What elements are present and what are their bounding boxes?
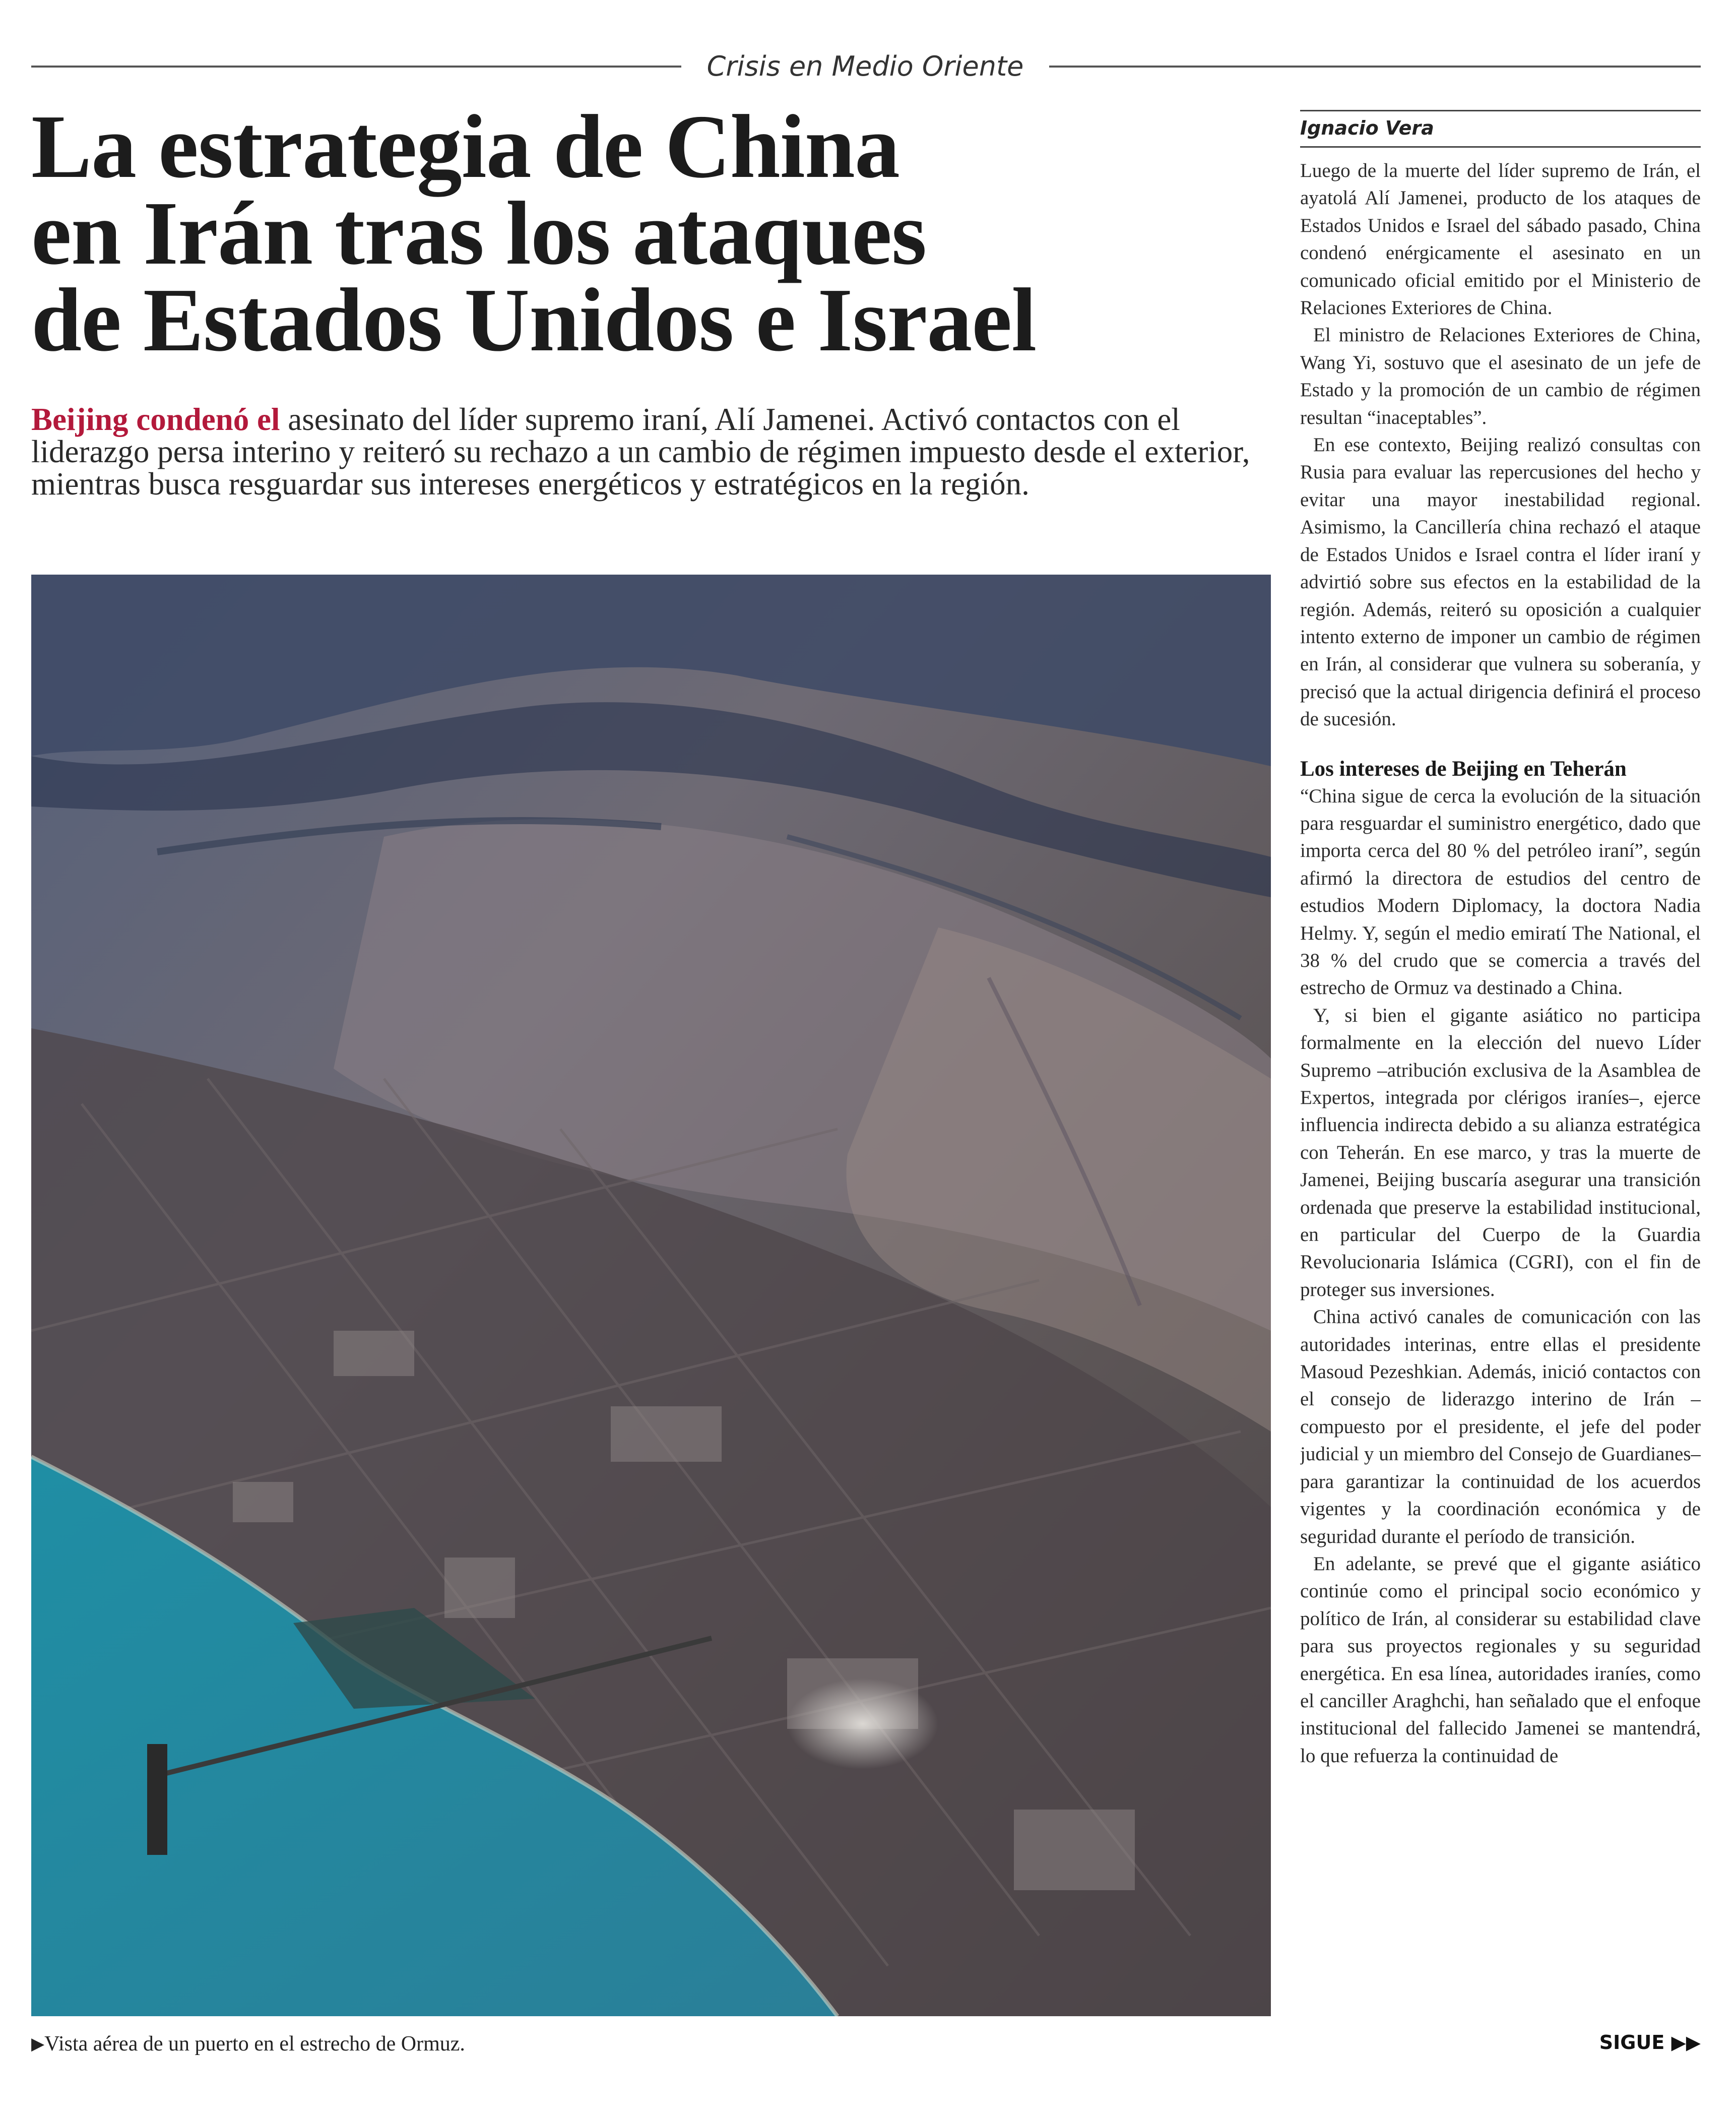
body-paragraph-2: El ministro de Relaciones Exteriores de China, Wang Yi, sostuvo que el asesinato de un jefe de Estado y la promoción de un cambio de régimen resultan “inaceptables”. [1300,324,1701,428]
body-subhead: Los intereses de Beijing en Teherán [1300,757,1627,781]
author-rule-top [1300,110,1701,111]
body-paragraph-6: China activó canales de comunicación con las autoridades interinas, entre ellas el presidente Masoud Pezeshkian. Además, inició contactos con el consejo de liderazgo interino de Irán –compuesto por el presidente, el jefe del poder judicial y un miembro del Consejo de Guardianes– para garantizar la continuidad de los acuerdos vigentes y la coordinación económica y de seguridad durante el período de transición. [1300,1306,1701,1547]
lead-text: asesinato del líder supremo iraní, Alí Jamenei. Activó contactos con el liderazgo persa interino y reiteró su rechazo a un cambio de régimen impuesto desde el exterior, mientras busca resguardar sus intereses energéticos y estratégicos en la región. [31,402,1250,502]
continue-label: SIGUE ▶▶ [1599,2031,1701,2054]
section-title: Crisis en Medio Oriente [706,50,1024,82]
header-rule-right [1049,66,1701,68]
headline [31,96,1266,370]
caption-arrow-icon: ▶ [31,2035,45,2054]
author-byline: Ignacio Vera [1300,117,1434,139]
section-header [31,46,1701,87]
article-body [1300,157,1701,1997]
headline-line-1: La estrategia de China [31,96,899,197]
caption-text: Vista aérea de un puerto en el estrecho de Ormuz. [44,2032,465,2056]
body-paragraph-5: Y, si bien el gigante asiático no participa formalmente en la elección del nuevo Líder Supremo –atribución exclusiva de la Asamblea de Expertos, integrada por clérigos iraníes–, ejerce influencia indirecta debido a su alianza estratégica con Teherán. En ese marco, y tras la muerte de Jamenei, Beijing buscaría asegurar una transición ordenada que preserve la estabilidad institucional, en particular del Cuerpo de la Guardia Revolucionaria Islámica (CGRI), con el fin de proteger sus inversiones. [1300,1004,1701,1300]
body-paragraph-7: En adelante, se prevé que el gigante asiático continúe como el principal socio económico y político de Irán, al considerar su estabilidad clave para sus proyectos regionales y su seguridad energética. En esa línea, autoridades iraníes, como el canciller Araghchi, han señalado que el enfoque institucional del fallecido Jamenei se mantendrá, lo que refuerza la continuidad de [1300,1552,1701,1767]
lead-paragraph [31,403,1261,500]
headline-line-2: en Irán tras los ataques [31,183,927,283]
photo-caption [31,2031,1241,2057]
headline-line-3: de Estados Unidos e Israel [31,270,1037,370]
body-paragraph-3: En ese contexto, Beijing realizó consultas con Rusia para evaluar las repercusiones del hecho y evitar una mayor inestabilidad regional. Asimismo, la Cancillería china rechazó el ataque de Estados Unidos e Israel contra el líder iraní y advirtió sobre sus efectos en la estabilidad de la región. Además, reiteró su oposición a cualquier intento externo de imponer un cambio de régimen en Irán, al considerar que vulnera su soberanía, y precisó que la actual dirigencia definirá el proceso de sucesión. [1300,434,1701,730]
aerial-photo-graphic [31,575,1271,2016]
aerial-photo [31,575,1271,2016]
lead-highlight: Beijing condenó el [31,402,280,437]
body-paragraph-1: Luego de la muerte del líder supremo de Irán, el ayatolá Alí Jamenei, producto de los ataques de Estados Unidos e Israel del sábado pasado, China condenó enérgicamente el asesinato en un comunicado oficial emitido por el Ministerio de Relaciones Exteriores de China. [1300,160,1701,319]
header-rule-left [31,66,681,68]
body-paragraph-4: “China sigue de cerca la evolución de la situación para resguardar el suministro energético, dado que importa cerca del 80 % del petróleo iraní”, según afirmó la directora de estudios del centro de estudios Modern Diplomacy, la doctora Nadia Helmy. Y, según el medio emiratí The National, el 38 % del crudo que se comercia a través del estrecho de Ormuz va destinado a China. [1300,785,1701,999]
author-rule-bottom [1300,146,1701,148]
